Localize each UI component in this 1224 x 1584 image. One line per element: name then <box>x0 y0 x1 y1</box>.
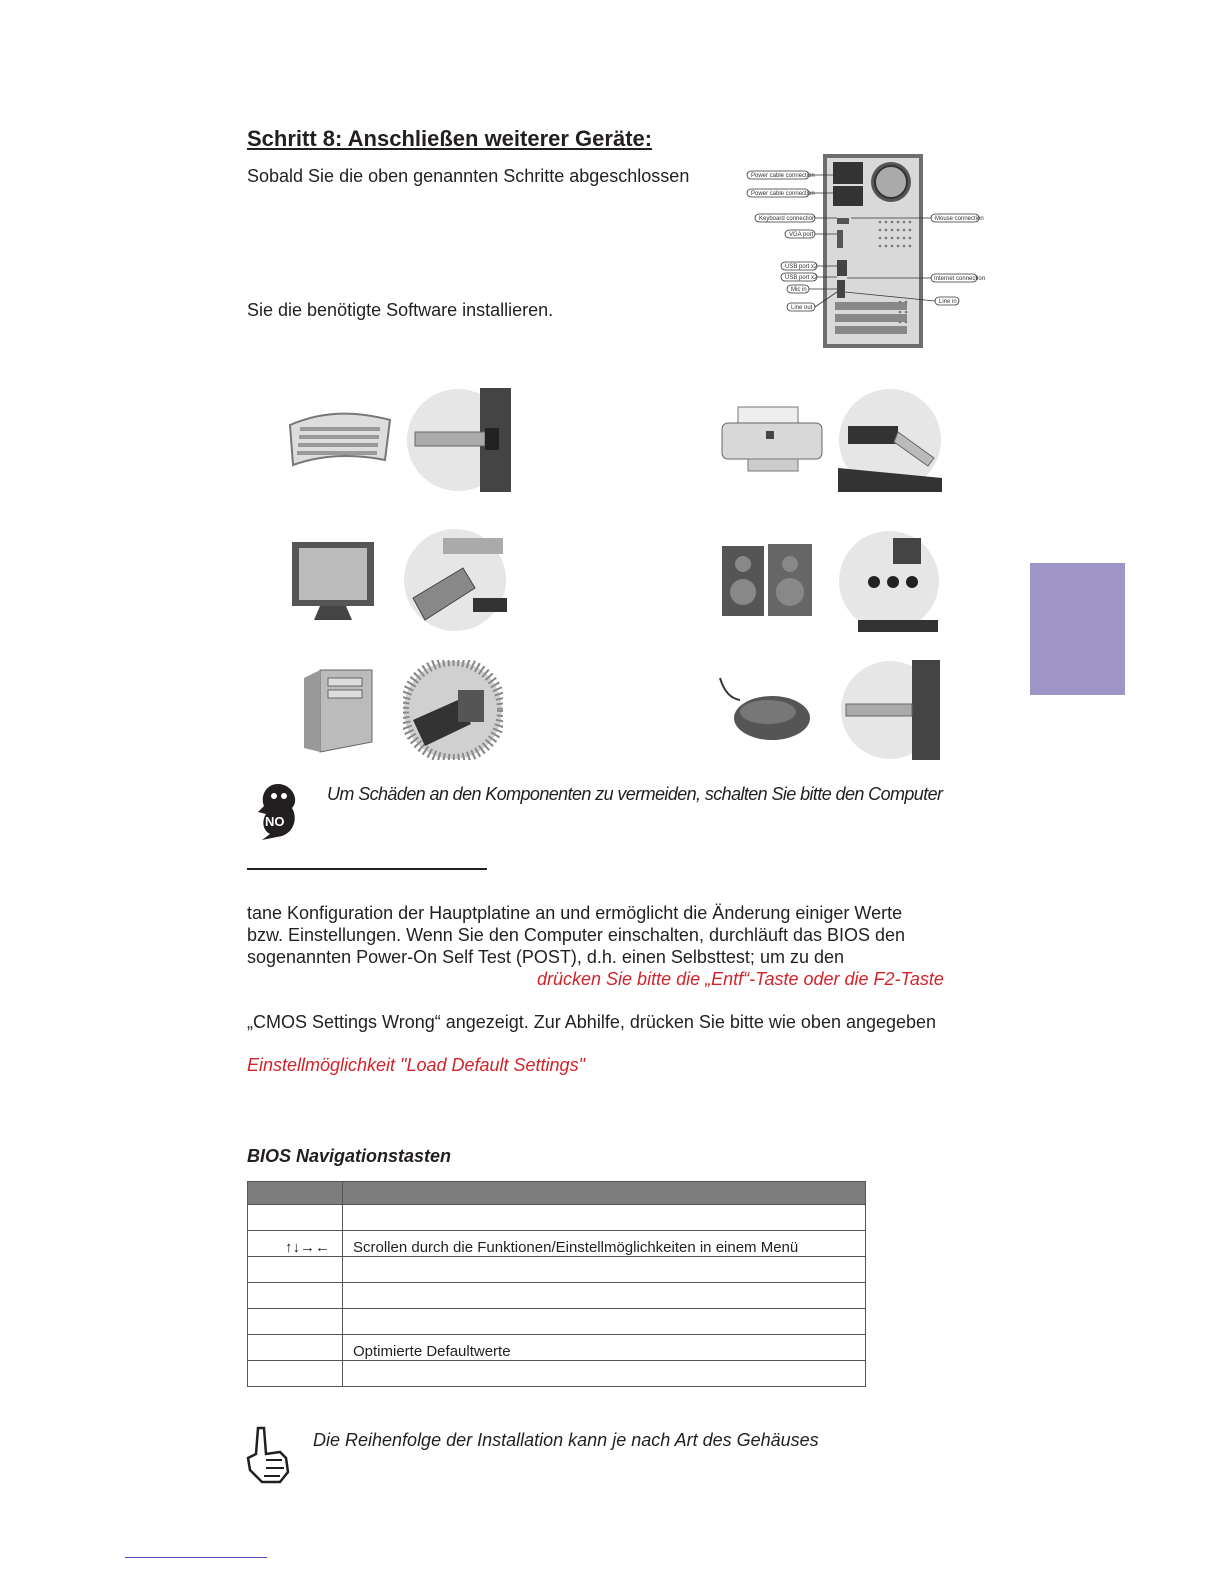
table-header-row <box>248 1182 866 1205</box>
table-row <box>248 1205 866 1231</box>
monitor-icon <box>290 540 376 622</box>
label-lineout: Line out <box>791 305 813 311</box>
bios-line-5: „CMOS Settings Wrong“ angezeigt. Zur Abhilfe, drücken Sie bitte wie oben angegeben <box>247 1012 937 1032</box>
usb-connector-icon <box>405 388 511 492</box>
label-vga: VGA port <box>789 232 814 238</box>
table-row: ↑↓→← Scrollen durch die Funktionen/Einstellmöglichkeiten in einem Menü <box>248 1231 866 1257</box>
warning-badge-text: NO <box>265 814 285 829</box>
section-divider <box>247 868 487 870</box>
nav-keys-table <box>247 1181 866 1387</box>
pc-tower-icon <box>302 668 374 754</box>
warning-no-icon <box>252 782 304 842</box>
label-linein: Line in <box>939 299 957 305</box>
intro-line-1: Sobald Sie die oben genannten Schritte abgeschlossen <box>247 166 690 186</box>
mouse-icon <box>716 674 812 744</box>
keyboard-icon <box>285 405 395 470</box>
bios-line-3: sogenannten Power-On Self Test (POST), d.h. einen Selbsttest; um zu den <box>247 947 844 967</box>
label-internet: Internet connection <box>934 276 985 282</box>
bios-line-2: bzw. Einstellungen. Wenn Sie den Computer einschalten, durchläuft das BIOS den <box>247 925 906 945</box>
table-row <box>248 1309 866 1335</box>
power-cable-icon <box>403 660 503 760</box>
intro-line-2: Sie die benötigte Software installieren. <box>247 300 554 320</box>
table-row: Optimierte Defaultwerte <box>248 1335 866 1361</box>
label-power-1: Power cable connection <box>751 173 815 179</box>
label-mic: Mic in <box>791 287 807 293</box>
warning-text: Um Schäden an den Komponenten zu vermeiden, schalten Sie bitte den Computer <box>327 784 943 804</box>
usb-mouse-connector-icon <box>840 660 940 760</box>
printer-icon <box>718 405 826 475</box>
label-power-2: Power cable connection <box>751 191 815 197</box>
footer-rule <box>125 1557 267 1558</box>
table-row <box>248 1257 866 1283</box>
label-usb-1: USB port x2 <box>785 264 818 270</box>
back-panel-diagram <box>745 152 985 352</box>
section-heading: Schritt 8: Anschließen weiterer Geräte: <box>247 126 653 151</box>
label-keyboard: Keyboard connection <box>759 216 816 222</box>
audio-jack-icon <box>838 530 940 632</box>
chapter-tab <box>1030 563 1125 695</box>
table-row <box>248 1361 866 1387</box>
speakers-icon <box>720 542 814 620</box>
bios-line-4-highlight: drücken Sie bitte die „Entf“-Taste oder die F2-Taste <box>537 969 944 989</box>
label-usb-2: USB port x2 <box>785 275 818 281</box>
bios-line-6-highlight: Einstellmöglichkeit "Load Default Settings" <box>247 1055 585 1075</box>
printer-port-icon <box>838 388 942 492</box>
nav-keys-title: BIOS Navigationstasten <box>247 1146 452 1166</box>
vga-connector-icon <box>403 528 507 632</box>
tip-text: Die Reihenfolge der Installation kann je nach Art des Gehäuses <box>313 1430 819 1450</box>
tip-hand-icon <box>244 1424 294 1486</box>
label-mouse: Mouse connection <box>935 216 984 222</box>
bios-line-1: tane Konfiguration der Hauptplatine an und ermöglicht die Änderung einiger Werte <box>247 903 903 923</box>
table-row <box>248 1283 866 1309</box>
